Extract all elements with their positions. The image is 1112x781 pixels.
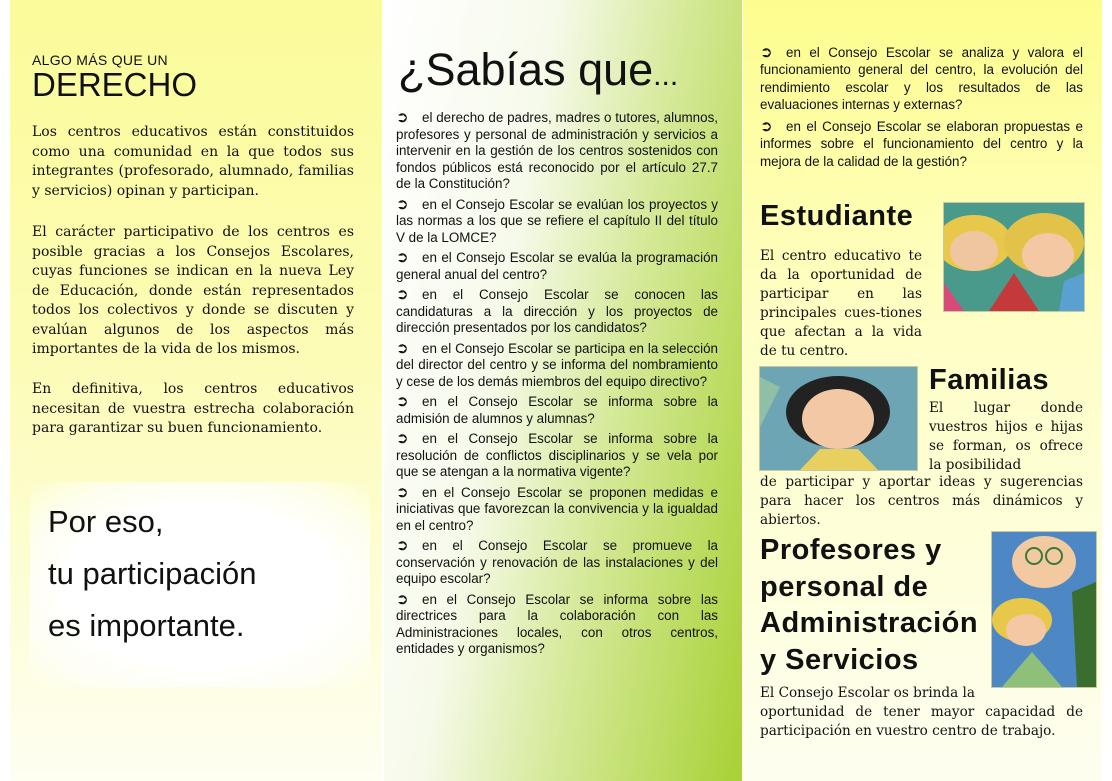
list-item: ➲ en el Consejo Escolar se informa sobre las directrices para la colaboración con las Administraciones locales, con otros centros, entidades y organismos? xyxy=(396,590,718,656)
kicker-text: ALGO MÁS QUE UN xyxy=(32,52,168,68)
left-panel xyxy=(10,0,382,781)
arrow-right-circle-icon: ➲ xyxy=(396,537,409,554)
arrow-right-circle-icon: ➲ xyxy=(396,483,409,501)
participation-callout xyxy=(30,482,370,687)
title-dots: ... xyxy=(653,59,679,92)
teacher-illustration xyxy=(991,531,1097,688)
family-illustration xyxy=(759,366,918,471)
list-item: ➲ en el Consejo Escolar se conocen las candidaturas a la dirección y los proyectos de dirección presentados por los candidatos? xyxy=(396,286,718,335)
profesores-text-wide: oportunidad de tener mayor capacidad de participación en vuestro centro de trabajo. xyxy=(760,704,1083,739)
callout-line-1: Por eso, xyxy=(48,504,164,539)
list-item: ➲ en el Consejo Escolar se proponen medidas e iniciativas que favorezcan la convivencia y la igualdad en el centro? xyxy=(396,483,718,533)
estudiante-heading: Estudiante xyxy=(760,200,914,232)
callout-line-2: tu participación xyxy=(48,556,257,591)
estudiante-text: El centro educativo te da la oportunidad de participar en las principales cues-tiones que afectan a la vida de tu centro. xyxy=(760,248,922,359)
arrow-right-circle-icon: ➲ xyxy=(396,339,409,357)
right-panel xyxy=(743,0,1102,781)
list-item: ➲ en el Consejo Escolar se evalúan los proyectos y las normas a los que se refiere el capítulo II del título V de la LOMCE? xyxy=(396,195,718,245)
callout-line-3: es importante. xyxy=(48,608,245,643)
intro-paragraph-3: En definitiva, los centros educativos necesitan de vuestra estrecha colaboración para garantizar su buen funcionamiento. xyxy=(32,381,354,436)
intro-paragraph-2: El carácter participativo de los centros es posible gracias a los Consejos Escolares, cuyas funciones se indican en la nueva Ley de Educación, donde están representados todos los colectivos y donde se discuten y evalúan algunos de los aspectos más importantes de la vida de los mismos. xyxy=(32,224,354,357)
list-item: ➲ en el Consejo Escolar se informa sobre la admisión de alumnos y alumnas? xyxy=(396,393,718,426)
student-illustration xyxy=(943,202,1085,312)
sabias-que-title xyxy=(398,44,678,96)
arrow-right-circle-icon: ➲ xyxy=(396,286,409,303)
derecho-heading: DERECHO xyxy=(32,66,198,103)
left-margin xyxy=(0,0,10,781)
arrow-right-circle-icon: ➲ xyxy=(760,44,773,61)
arrow-right-circle-icon: ➲ xyxy=(396,249,409,266)
familias-text-narrow: El lugar donde vuestros hijos e hijas se forman, os ofrece la posibilidad xyxy=(929,400,1083,473)
list-item: ➲ el derecho de padres, madres o tutores, alumnos, profesores y personal de administración y servicios a intervenir en la gestión de los centros sostenidos con fondos públicos está reconocido por el artículo 27.7 de la Constitución? xyxy=(396,109,718,191)
list-item: ➲ en el Consejo Escolar se analiza y valora el funcionamiento general del centro, la evolución del rendimiento escolar y los resultados de las evaluaciones internas y externas? xyxy=(760,44,1083,113)
familias-heading: Familias xyxy=(929,364,1050,396)
list-item: ➲ en el Consejo Escolar se promueve la conservación y renovación de las instalaciones y del equipo escolar? xyxy=(396,537,718,586)
list-item: ➲ en el Consejo Escolar se participa en la selección del director del centro y se informa del nombramiento y cese de los demás miembros del equipo directivo? xyxy=(396,339,718,389)
arrow-right-circle-icon: ➲ xyxy=(396,430,409,447)
arrow-right-circle-icon: ➲ xyxy=(396,109,409,126)
student-drawing-icon xyxy=(944,203,1084,311)
arrow-right-circle-icon: ➲ xyxy=(396,195,409,213)
middle-panel xyxy=(384,0,742,781)
arrow-right-circle-icon: ➲ xyxy=(760,118,773,135)
arrow-right-circle-icon: ➲ xyxy=(396,393,409,410)
profesores-heading: Profesores y personal de Administración y Servicios xyxy=(760,534,979,676)
title-text: ¿Sabías que xyxy=(398,44,654,95)
facts-list xyxy=(396,110,718,662)
familias-text-wide: de participar y aportar ideas y sugerencias para hacer los centros más dinámicos y abiertos. xyxy=(760,474,1083,528)
teacher-drawing-icon xyxy=(992,532,1096,687)
arrow-right-circle-icon: ➲ xyxy=(396,590,409,608)
list-item: ➲ en el Consejo Escolar se evalúa la programación general anual del centro? xyxy=(396,249,718,282)
family-drawing-icon xyxy=(760,367,917,470)
list-item: ➲ en el Consejo Escolar se elaboran propuestas e informes sobre el funcionamiento del centro y la mejora de la calidad de la gestión? xyxy=(760,118,1083,169)
list-item: ➲ en el Consejo Escolar se informa sobre la resolución de conflictos disciplinarios y se vela por que se atengan a la normativa vigente? xyxy=(396,430,718,479)
intro-paragraph-1: Los centros educativos están constituidos como una comunidad en la que todos sus integrantes (profesorado, alumnado, familias y servicios) opinan y participan. xyxy=(32,124,354,199)
profesores-text-narrow: El Consejo Escolar os brinda la xyxy=(760,685,976,701)
